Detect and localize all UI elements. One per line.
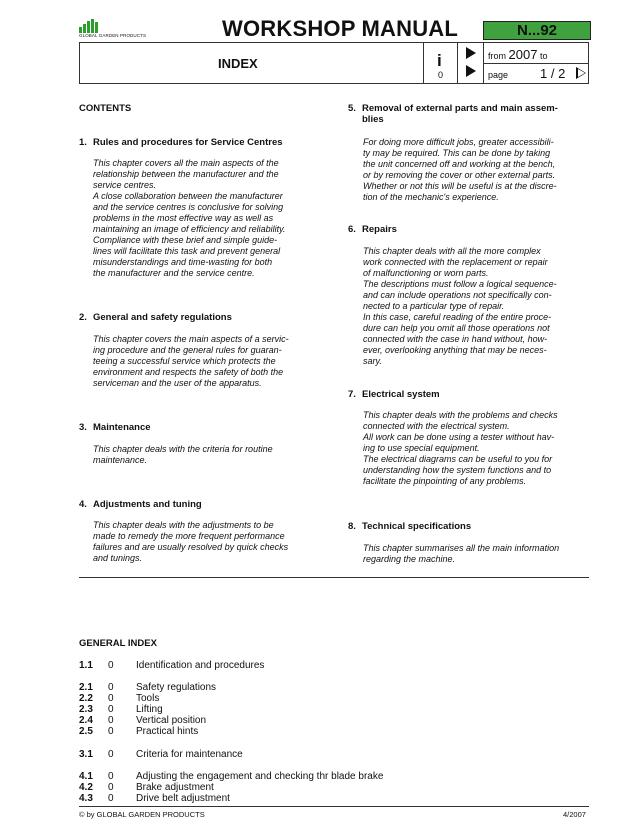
index-number: 3.1 [79, 749, 93, 760]
index-title: Safety regulations [136, 682, 217, 693]
document-title: WORKSHOP MANUAL [222, 16, 459, 41]
general-index-heading: GENERAL INDEX [79, 638, 157, 649]
index-revision: 0 [108, 793, 114, 804]
chapter-heading: 8. Technical specifications [348, 521, 472, 532]
chapter-description: This chapter deals with the problems and checks connected with the electrical system. All work can be done using a tester without hav- ing to use special equipment. The electrical diagrams can be useful to you for understanding how the system functions and to facilitate the pinpointing of any problems. [363, 410, 558, 486]
chapter-description: This chapter deals with all the more complex work connected with the replacement or repair of malfunctioning or worn parts. The descriptions must follow a logical sequence- and can include operations not specifically con- nected to a particular type of repair. In this case, careful reading of the entire proce- dure can help you omit all those operations not connected with the case in hand without, how- ever, overlooking anything that may be neces- sary. [363, 246, 557, 366]
contents-heading: CONTENTS [79, 103, 132, 114]
index-title: Identification and procedures [136, 660, 265, 671]
index-revision: 0 [108, 660, 114, 671]
chapter-heading: 5. Removal of external parts and main assem- blies [348, 103, 558, 125]
from-year: 2007 [508, 47, 538, 62]
index-revision: 0 [108, 682, 114, 693]
chapter-description: This chapter deals with the criteria for routine maintenance. [93, 444, 273, 465]
header-divider [483, 63, 589, 64]
validity-range [488, 47, 547, 62]
index-revision: 0 [108, 693, 114, 704]
chapter-symbol: i [437, 51, 442, 70]
index-number: 4.1 [79, 771, 93, 782]
index-number: 2.2 [79, 693, 93, 704]
chapter-description: This chapter covers all the main aspects of the relationship between the manufacturer and the service centres. A close collaboration between the manufacturer and the service centres is conclusive for solving problems in the most effective way as well as maintaining an image of efficiency and reliability. Compliance with these brief and simple guide- lines will facilitate this task and prevent general misunderstandings and time-wasting for both the manufacturer and the service centre. [93, 158, 286, 278]
header-divider [457, 42, 458, 84]
index-revision: 0 [108, 782, 114, 793]
page-label: page [488, 70, 509, 80]
model-code-badge: N...92 [483, 21, 591, 40]
index-number: 2.1 [79, 682, 93, 693]
footer-date: 4/2007 [563, 810, 586, 819]
index-revision: 0 [108, 771, 114, 782]
index-number: 2.5 [79, 726, 93, 737]
index-title: Adjusting the engagement and checking thr blade brake [136, 771, 384, 782]
index-title: Practical hints [136, 726, 199, 737]
chapter-number: 0 [438, 70, 444, 80]
index-number: 1.1 [79, 660, 93, 671]
header-divider [423, 42, 424, 84]
chapter-heading: 2. General and safety regulations [79, 312, 232, 323]
index-title: Tools [136, 693, 160, 704]
logo-bars-icon [79, 19, 101, 33]
index-title: Criteria for maintenance [136, 749, 243, 760]
index-title: Drive belt adjustment [136, 793, 230, 804]
section-title: INDEX [218, 56, 258, 71]
chapter-description: This chapter covers the main aspects of a servic- ing procedure and the general rules for guaran- teeing a successful service which protects the environment and respects the safety of both the serviceman and the user of the apparatus. [93, 334, 289, 388]
chapter-heading: 4. Adjustments and tuning [79, 499, 202, 510]
chapter-heading: 1. Rules and procedures for Service Centres [79, 137, 283, 148]
arrow-right-icon [466, 47, 476, 59]
index-number: 4.3 [79, 793, 93, 804]
from-label: from [488, 51, 506, 61]
index-title: Brake adjustment [136, 782, 214, 793]
section-divider [79, 577, 589, 578]
index-title: Lifting [136, 704, 163, 715]
index-revision: 0 [108, 704, 114, 715]
chapter-heading: 3. Maintenance [79, 422, 151, 433]
footer-divider [79, 806, 589, 807]
chapter-description: This chapter summarises all the main information regarding the machine. [363, 543, 560, 564]
copyright-text: © by GLOBAL GARDEN PRODUCTS [79, 810, 205, 819]
index-revision: 0 [108, 715, 114, 726]
index-number: 2.4 [79, 715, 93, 726]
page-number: 1 / 2 [540, 66, 566, 81]
chapter-heading: 6. Repairs [348, 224, 397, 235]
logo-text: GLOBAL GARDEN PRODUCTS [79, 33, 147, 38]
index-revision: 0 [108, 749, 114, 760]
company-logo [79, 19, 147, 41]
index-number: 4.2 [79, 782, 93, 793]
chapter-description: This chapter deals with the adjustments to be made to remedy the more frequent performance failures and are usually resolved by quick checks and tunings. [93, 520, 289, 563]
next-page-icon[interactable] [576, 67, 586, 79]
arrow-right-icon [466, 65, 476, 77]
chapter-description: For doing more difficult jobs, greater accessibili- ty may be required. This can be done by taking the unit concerned off and working at the bench, or by removing the cover or other external parts. Whether or not this will be useful is at the discre- tion of the mechanic's experience. [363, 137, 557, 202]
to-label: to [539, 51, 548, 61]
index-number: 2.3 [79, 704, 93, 715]
index-title: Vertical position [136, 715, 207, 726]
chapter-heading: 7. Electrical system [348, 389, 440, 400]
index-revision: 0 [108, 726, 114, 737]
